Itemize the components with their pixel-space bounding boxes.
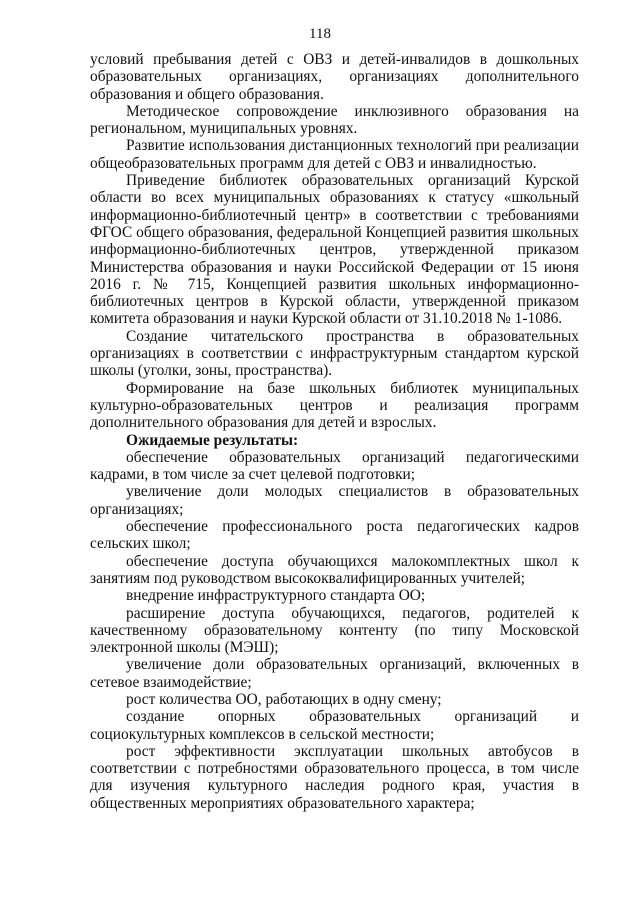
paragraph-library-centers: Приведение библиотек образовательных организаций Курской области во всех муниципальных образованиях к статусу «школьный информационно-библиотечный центр» в соответствии с требованиями ФГОС общего образования, федеральной Концепцией развития школьных информационно-библиотечных центров, утвержденной приказом Министерства образования и науки Российской Федерации от 15 июня 2016 г. № 715, Концепцией развития школьных информационно-библиотечных центров в Курской области, утвержденной приказом комитета образования и науки Курской области от 31.10.2018 № 1-1086. xyxy=(90,172,579,328)
result-item: внедрение инфраструктурного стандарта ОО; xyxy=(126,587,426,605)
document-body xyxy=(90,51,579,812)
result-item: увеличение доли образовательных организаций, включенных в сетевое взаимодействие; xyxy=(90,656,579,691)
paragraph-methodical-support: Методическое сопровождение инклюзивного образования на региональном, муниципальных уровнях. xyxy=(90,102,579,138)
result-item: рост эффективности эксплуатации школьных автобусов в соответствии с потребностями образовательного процесса, в том числе для изучения культурного наследия родного края, участия в общественных мероприятиях образовательного характера; xyxy=(90,742,579,812)
result-item: обеспечение образовательных организаций педагогическими кадрами, в том числе за счет целевой подготовки; xyxy=(90,448,579,484)
paragraph-ovz-conditions: условий пребывания детей с ОВЗ и детей-инвалидов в дошкольных образовательных организациях, организациях дополнительного образования и общего образования. xyxy=(90,51,579,103)
paragraph-reading-space: Создание читательского пространства в образовательных организациях в соответствии с инфраструктурным стандартом курской школы (уголки, зоны, пространства). xyxy=(90,327,579,380)
result-item: рост количества ОО, работающих в одну смену; xyxy=(126,690,442,708)
result-item: обеспечение профессионального роста педагогических кадров сельских школ; xyxy=(90,518,579,553)
paragraph-cultural-centers: Формирование на базе школьных библиотек муниципальных культурно-образовательных центров и реализация программ дополнительного образования для детей и взрослых. xyxy=(90,379,579,432)
paragraph-distance-technologies: Развитие использования дистанционных технологий при реализации общеобразовательных программ для детей с ОВЗ и инвалидностью. xyxy=(90,137,579,172)
expected-results-heading: Ожидаемые результаты: xyxy=(126,431,299,449)
page-number: 118 xyxy=(309,26,331,42)
result-item: увеличение доли молодых специалистов в образовательных организациях; xyxy=(90,483,579,518)
result-item: создание опорных образовательных организаций и социокультурных комплексов в сельской местности; xyxy=(90,708,579,743)
result-item: расширение доступа обучающихся, педагогов, родителей к качественному образовательному контенту (по типу Московской электронной школы (МЭШ); xyxy=(90,604,579,657)
result-item: обеспечение доступа обучающихся малокомплектных школ к занятиям под руководством высококвалифицированных учителей; xyxy=(90,552,579,587)
